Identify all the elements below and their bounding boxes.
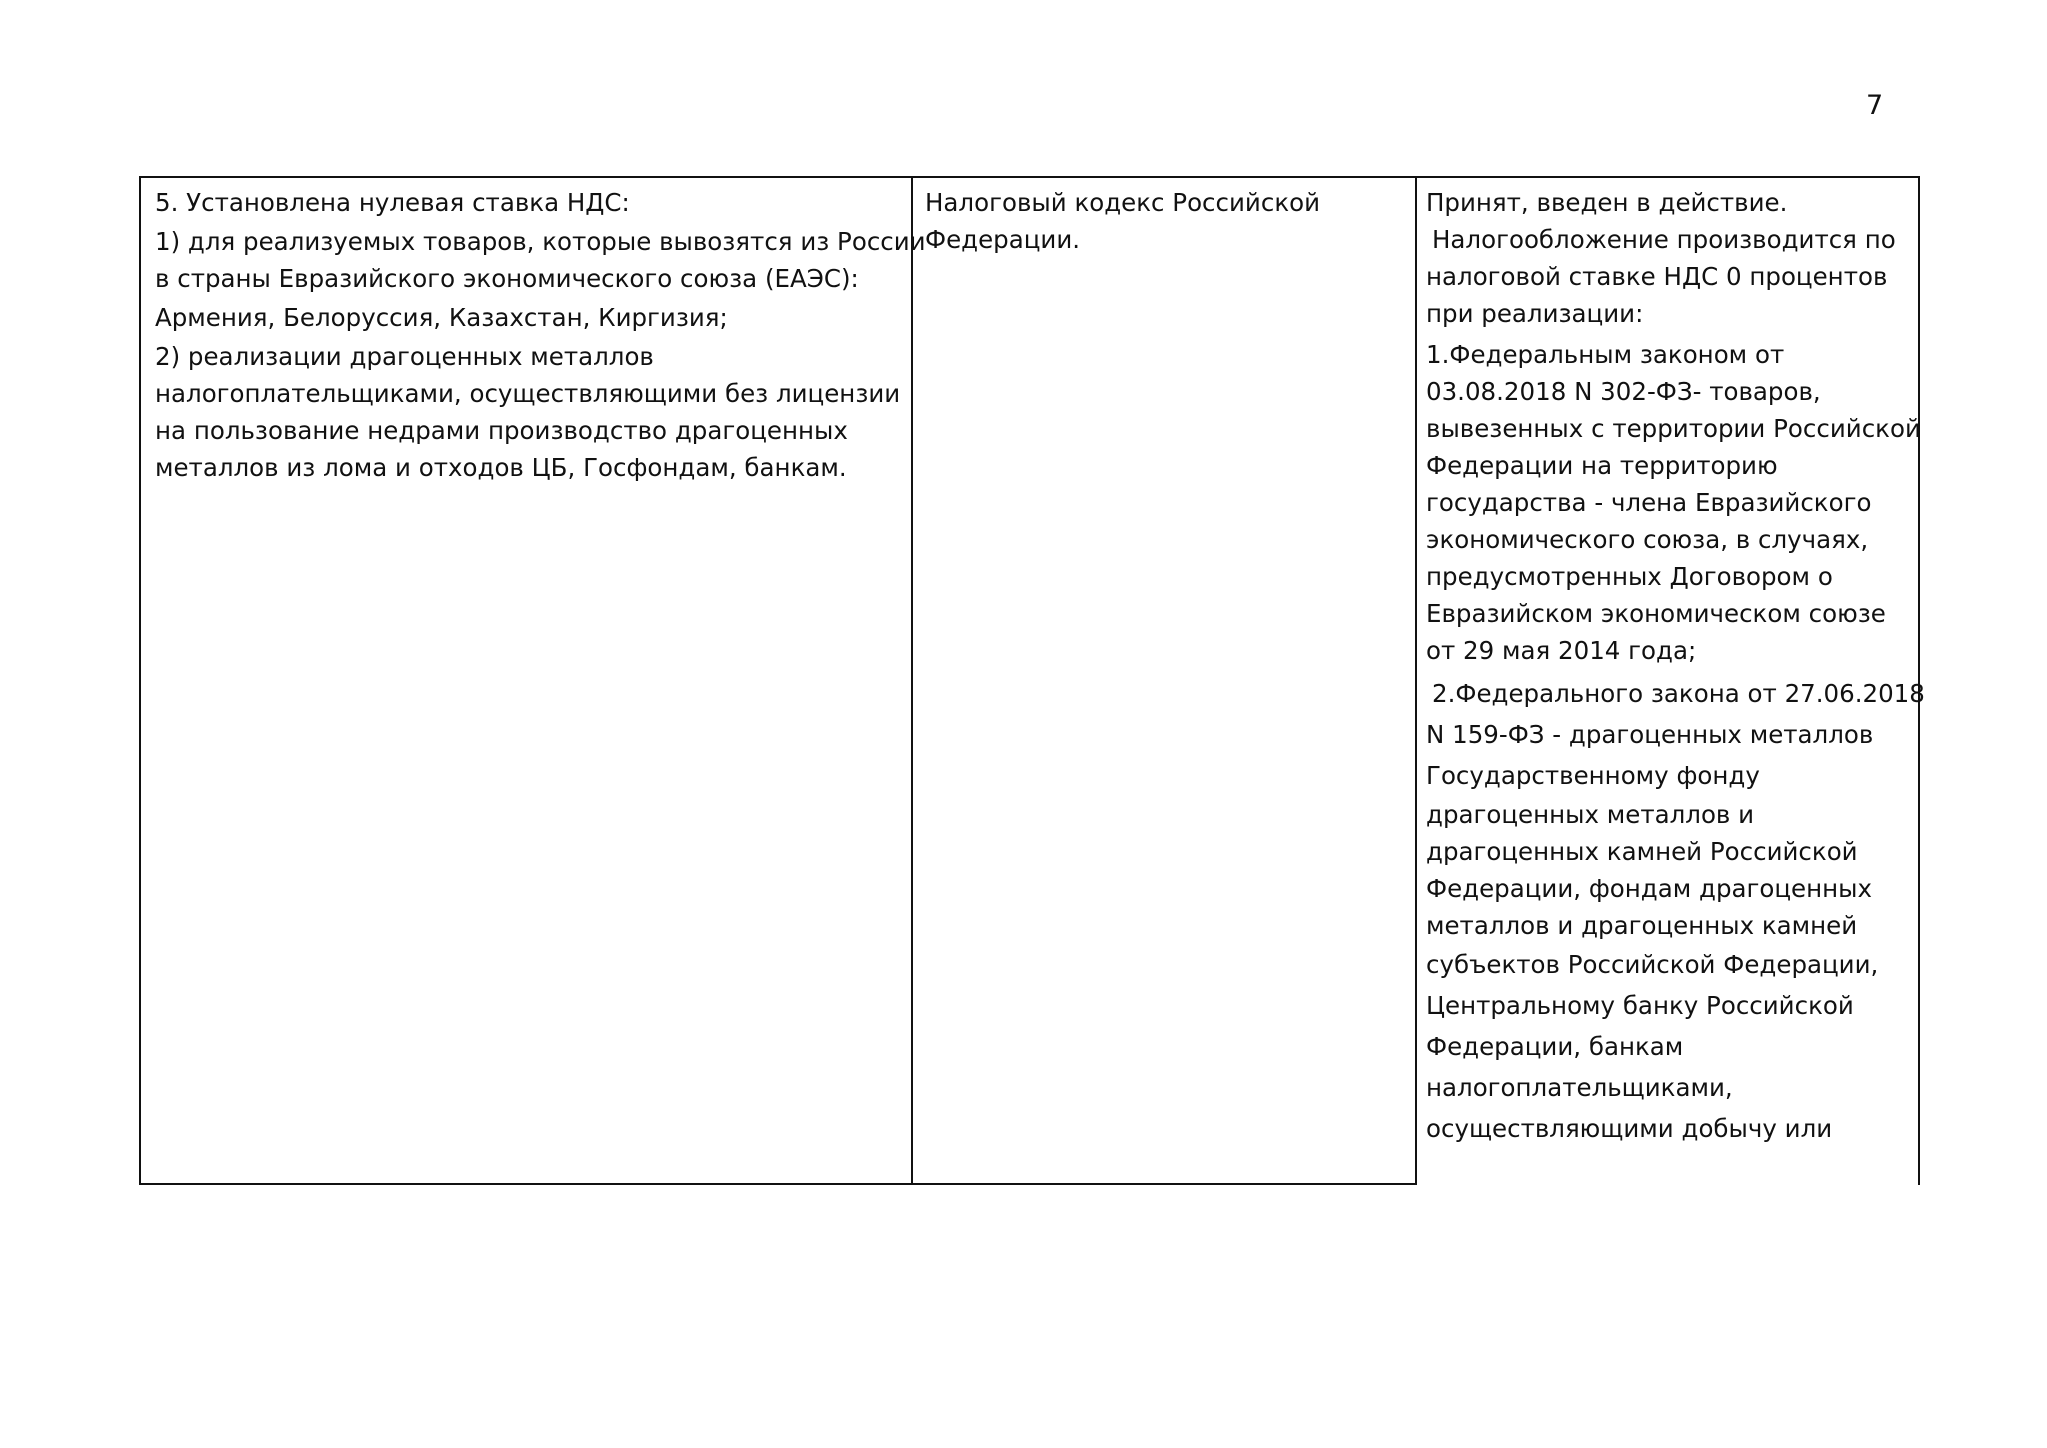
text-line: Федерации, фондам драгоценных [1426, 874, 1873, 903]
text-line: Налоговый кодекс Российской [925, 188, 1321, 217]
text-line: металлов из лома и отходов ЦБ, Госфондам, банкам. [155, 453, 847, 482]
measure-countries [155, 299, 901, 336]
text-line: вывезенных с территории Российской [1426, 414, 1921, 443]
text-line: предусмотренных Договором о [1426, 562, 1833, 591]
text-line: экономического союза, в случаях, [1426, 525, 1869, 554]
table-cell-status [1415, 176, 1925, 1185]
text-line: от 29 мая 2014 года; [1426, 636, 1697, 665]
text-line: Государственному фонду [1426, 761, 1760, 790]
legislation-table [139, 176, 1925, 1185]
text-line: драгоценных металлов и [1426, 800, 1755, 829]
status-rate-note [1426, 221, 1910, 332]
measure-heading [155, 184, 901, 221]
text-line: 03.08.2018 N 302-ФЗ- товаров, [1426, 377, 1821, 406]
table-cell-legal-act [911, 176, 1417, 1185]
text-line: Федерации. [925, 225, 1081, 254]
text-line: субъектов Российской Федерации, [1426, 950, 1879, 979]
text-line: 2) реализации драгоценных металлов [155, 342, 654, 371]
text-line: Налогообложение производится по [1432, 225, 1896, 254]
status-law-159 [1426, 673, 1925, 1149]
text-line: налогоплательщиками, [1426, 1073, 1733, 1102]
text-line: Федерации, банкам [1426, 1032, 1684, 1061]
text-line: 1) для реализуемых товаров, которые вывозятся из России [155, 227, 926, 256]
text-line: Федерации на территорию [1426, 451, 1778, 480]
text-line: налоговой ставке НДС 0 процентов [1426, 262, 1888, 291]
measure-item-2 [155, 338, 901, 486]
text-line: осуществляющими добычу или [1426, 1114, 1833, 1143]
status-heading [1426, 184, 1910, 221]
text-line: Евразийском экономическом союзе [1426, 599, 1886, 628]
text-line: 5. Установлена нулевая ставка НДС: [155, 188, 630, 217]
legal-act-text [925, 184, 1405, 258]
text-line: государства - члена Евразийского [1426, 488, 1872, 517]
status-law-302 [1426, 336, 1921, 669]
text-line: при реализации: [1426, 299, 1644, 328]
page-number: 7 [1866, 90, 1884, 121]
text-line: Армения, Белоруссия, Казахстан, Киргизия; [155, 303, 728, 332]
text-line: драгоценных камней Российской [1426, 837, 1858, 866]
measure-item-1 [155, 223, 926, 297]
text-line: налогоплательщиками, осуществляющими без лицензии [155, 379, 901, 408]
text-line: N 159-ФЗ - драгоценных металлов [1426, 720, 1874, 749]
text-line: 1.Федеральным законом от [1426, 340, 1785, 369]
text-line: 2.Федерального закона от 27.06.2018 [1432, 679, 1925, 708]
table-cell-measure [139, 176, 926, 1185]
text-line: в страны Евразийского экономического союза (ЕАЭС): [155, 264, 859, 293]
text-line: Принят, введен в действие. [1426, 188, 1788, 217]
text-line: Центральному банку Российской [1426, 991, 1854, 1020]
text-line: на пользование недрами производство драгоценных [155, 416, 848, 445]
text-line: металлов и драгоценных камней [1426, 911, 1858, 940]
